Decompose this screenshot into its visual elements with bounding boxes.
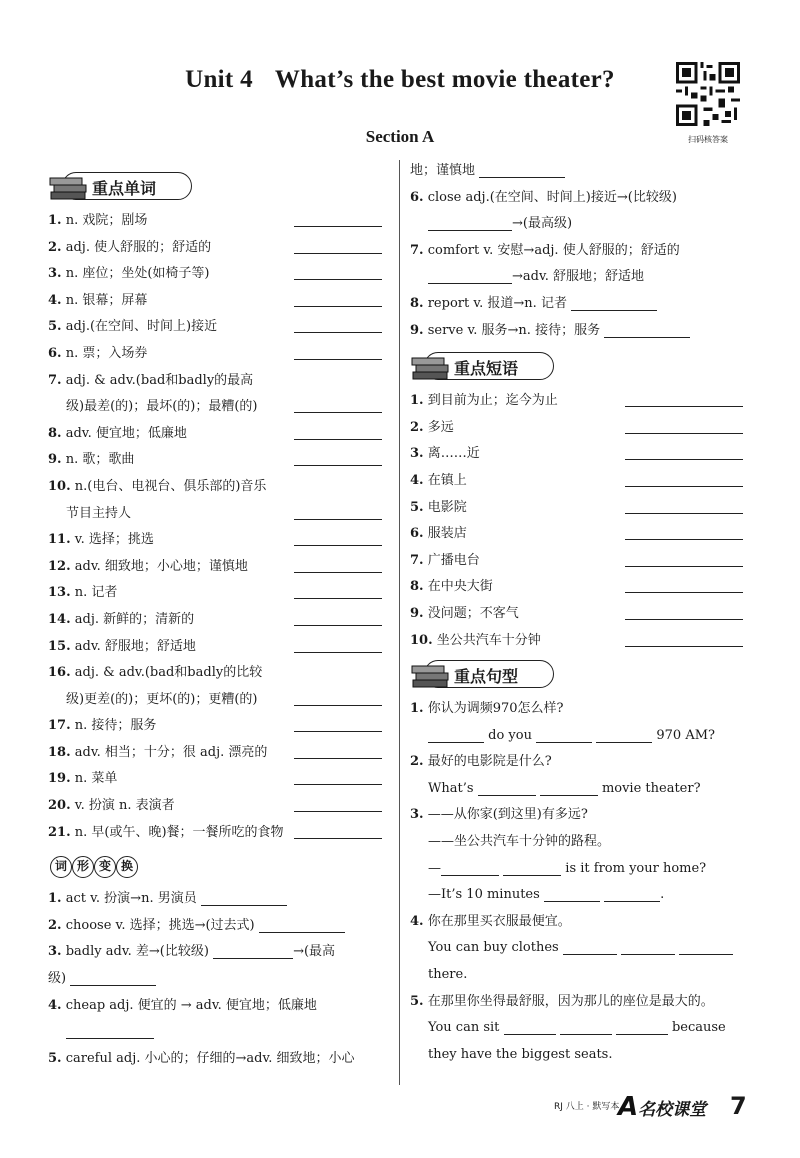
sentence-en: there. [428,967,468,983]
list-item: 7. 广播电台 [410,548,745,575]
answer-blank[interactable] [294,279,382,280]
answer-blank[interactable] [70,969,156,986]
answer-blank[interactable] [294,625,382,626]
answer-blank[interactable] [625,406,743,407]
answer-blank[interactable] [294,439,382,440]
answer-blank[interactable] [503,859,561,876]
answer-blank[interactable] [294,359,382,360]
list-item: 8. 在中央大街 [410,574,745,601]
sentence-en: —It’s 10 minutes . [428,887,665,903]
answer-blank[interactable] [428,726,484,743]
answer-blank[interactable] [294,705,382,706]
heading-char: 词 [50,856,72,878]
list-item: 21. n. 早(或午、晚)餐；一餐所吃的食物 [48,820,384,847]
answer-blank[interactable] [294,811,382,812]
sentence-en: What’s movie theater? [428,780,701,796]
list-item: 19. n. 菜单 [48,766,384,793]
unit-heading: What’s the best movie theater? [274,66,615,93]
answer-blank[interactable] [428,214,512,231]
list-item: 20. v. 扮演 n. 表演者 [48,793,384,820]
heading-char: 换 [116,856,138,878]
answer-blank[interactable] [294,784,382,785]
vocab-heading [48,170,384,204]
list-item: 4. n. 银幕；屏幕 [48,288,384,315]
heading-char: 形 [72,856,94,878]
sentence-cn: 1. 你认为调频970怎么样? [410,701,564,717]
answer-blank[interactable] [625,592,743,593]
list-item-cont: 级)更差(的)；更坏(的)；更糟(的) [48,687,384,714]
page-number: 7 [730,1092,747,1120]
list-item: 16. adj. & adv.(bad和badly的比较 [48,665,263,681]
unit-label: Unit 4 [185,66,253,93]
list-item: 3. 离……近 [410,441,745,468]
sentence-cn: 3. ——从你家(到这里)有多远? [410,807,588,823]
qr-caption: 扫码核答案 [688,135,728,144]
word-form-cont [48,1019,384,1046]
answer-blank[interactable] [478,779,536,796]
list-item: 17. n. 接待；服务 [48,713,384,740]
list-item: 1. 到目前为止；迄今为止 [410,388,745,415]
sentence-cn: ——坐公共汽车十分钟的路程。 [428,834,611,850]
sentence-en: do you 970 AM? [410,723,745,750]
answer-blank[interactable] [563,938,617,955]
book-code: RJ 八上 · 默写本 [554,1102,620,1112]
heading-char: 变 [94,856,116,878]
answer-blank[interactable] [625,646,743,647]
word-form-cont: →(最高级) [410,211,745,238]
list-item: 12. adv. 细致地；小心地；谨慎地 [48,554,384,581]
list-item: 14. adj. 新鲜的；清新的 [48,607,384,634]
answer-blank[interactable] [294,306,382,307]
column-divider [399,160,400,1085]
answer-blank[interactable] [294,226,382,227]
answer-blank[interactable] [625,619,743,620]
answer-blank[interactable] [294,758,382,759]
qr-code-icon[interactable] [676,62,740,126]
answer-blank[interactable] [428,267,512,284]
answer-blank[interactable] [294,519,382,520]
answer-blank[interactable] [504,1018,556,1035]
answer-blank[interactable] [571,294,657,311]
word-form-item: 4. cheap adj. 便宜的 → adv. 便宜地；低廉地 [48,997,317,1013]
answer-blank[interactable] [294,545,382,546]
answer-blank[interactable] [625,433,743,434]
answer-blank[interactable] [625,486,743,487]
list-item: 6. 服装店 [410,521,745,548]
books-icon [410,350,454,384]
answer-blank[interactable] [604,885,660,902]
list-item: 15. adv. 舒服地；舒适地 [48,634,384,661]
answer-blank[interactable] [596,726,652,743]
phrases-heading-label: 重点短语 [454,359,519,379]
answer-blank[interactable] [625,539,743,540]
list-item-cont: 节目主持人 [48,501,384,528]
phrases-heading [410,350,745,384]
answer-blank[interactable] [441,859,499,876]
answer-blank[interactable] [616,1018,668,1035]
list-item: 2. 多远 [410,415,745,442]
sentence-cn: 4. 你在那里买衣服最便宜。 [410,913,571,929]
answer-blank[interactable] [625,459,743,460]
list-item: 9. n. 歌；歌曲 [48,447,384,474]
section-title: Section A [365,127,435,146]
vocab-heading-label: 重点单词 [92,179,157,198]
answer-blank[interactable] [604,321,690,338]
word-form-item: 9. serve v. 服务→n. 接待；服务 [410,318,745,345]
list-item-cont: 级)最差(的)；最坏(的)；最糟(的) [48,394,384,421]
answer-blank[interactable] [294,838,382,839]
answer-blank[interactable] [544,885,600,902]
sentence-cn: 2. 最好的电影院是什么? [410,754,552,770]
books-icon [48,170,92,204]
word-form-item: 5. careful adj. 小心的；仔细的→adv. 细致地；小心 [48,1050,355,1066]
word-form-item: 7. comfort v. 安慰→adj. 使人舒服的；舒适的 [410,242,680,258]
list-item: 3. n. 座位；坐处(如椅子等) [48,261,384,288]
list-item: 11. v. 选择；挑选 [48,527,384,554]
books-icon [410,658,454,692]
list-item: 6. n. 票；入场券 [48,341,384,368]
answer-blank[interactable] [625,566,743,567]
answer-blank[interactable] [536,726,592,743]
right-column [410,158,745,1068]
phrase-list [410,388,745,654]
word-form-cont: →adv. 舒服地；舒适地 [410,264,745,291]
answer-blank[interactable] [625,513,743,514]
answer-blank[interactable] [679,938,733,955]
sentence-en: You can sit because [428,1020,726,1036]
list-item: 13. n. 记者 [48,580,384,607]
answer-blank[interactable] [479,161,565,178]
list-item: 8. adv. 便宜地；低廉地 [48,421,384,448]
answer-blank[interactable] [560,1018,612,1035]
sentences-heading-label: 重点句型 [454,667,519,687]
word-form-item: 3. badly adv. 差→(比较级) →(最高 [48,944,336,960]
list-item: 10. n.(电台、电视台、俱乐部的)音乐 [48,478,267,494]
list-item: 2. adj. 使人舒服的；舒适的 [48,235,384,262]
answer-blank[interactable] [294,598,382,599]
sentence-en: You can buy clothes [410,935,745,962]
answer-blank[interactable] [259,916,345,933]
answer-blank[interactable] [540,779,598,796]
left-column [48,170,384,1072]
answer-blank[interactable] [294,253,382,254]
vocab-list [48,208,384,846]
word-form-item: 2. choose v. 选择；挑选→(过去式) [48,913,384,940]
answer-blank[interactable] [294,412,382,413]
word-form-cont: 级) [48,966,384,993]
answer-blank[interactable] [294,731,382,732]
sentences-heading [410,658,745,692]
sentence-en: they have the biggest seats. [428,1046,613,1062]
word-form-cont: 地；谨慎地 [410,158,745,185]
word-form-item: 1. act v. 扮演→n. 男演员 [48,886,384,913]
word-form-item: 6. close adj.(在空间、时间上)接近→(比较级) [410,189,677,205]
answer-blank[interactable] [213,942,293,959]
answer-blank[interactable] [294,465,382,466]
list-item: 5. 电影院 [410,495,745,522]
list-item: 18. adv. 相当；十分；很 adj. 漂亮的 [48,740,384,767]
word-forms-heading [48,852,384,882]
list-item: 5. adj.(在空间、时间上)接近 [48,314,384,341]
answer-blank[interactable] [294,572,382,573]
answer-blank[interactable] [621,938,675,955]
answer-blank[interactable] [294,652,382,653]
sentence-cn: 5. 在那里你坐得最舒服，因为那儿的座位是最大的。 [410,993,714,1009]
list-item: 10. 坐公共汽车十分钟 [410,628,745,655]
answer-blank[interactable] [201,889,287,906]
brand-logo: A名校课堂 [618,1092,707,1122]
list-item: 7. adj. & adv.(bad和badly的最高 [48,372,254,388]
answer-blank[interactable] [294,332,382,333]
list-item: 4. 在镇上 [410,468,745,495]
list-item: 9. 没问题；不客气 [410,601,745,628]
sentence-en: — is it from your home? [428,860,707,876]
list-item: 1. n. 戏院；剧场 [48,208,384,235]
word-form-item: 8. report v. 报道→n. 记者 [410,291,745,318]
answer-blank[interactable] [66,1022,154,1039]
